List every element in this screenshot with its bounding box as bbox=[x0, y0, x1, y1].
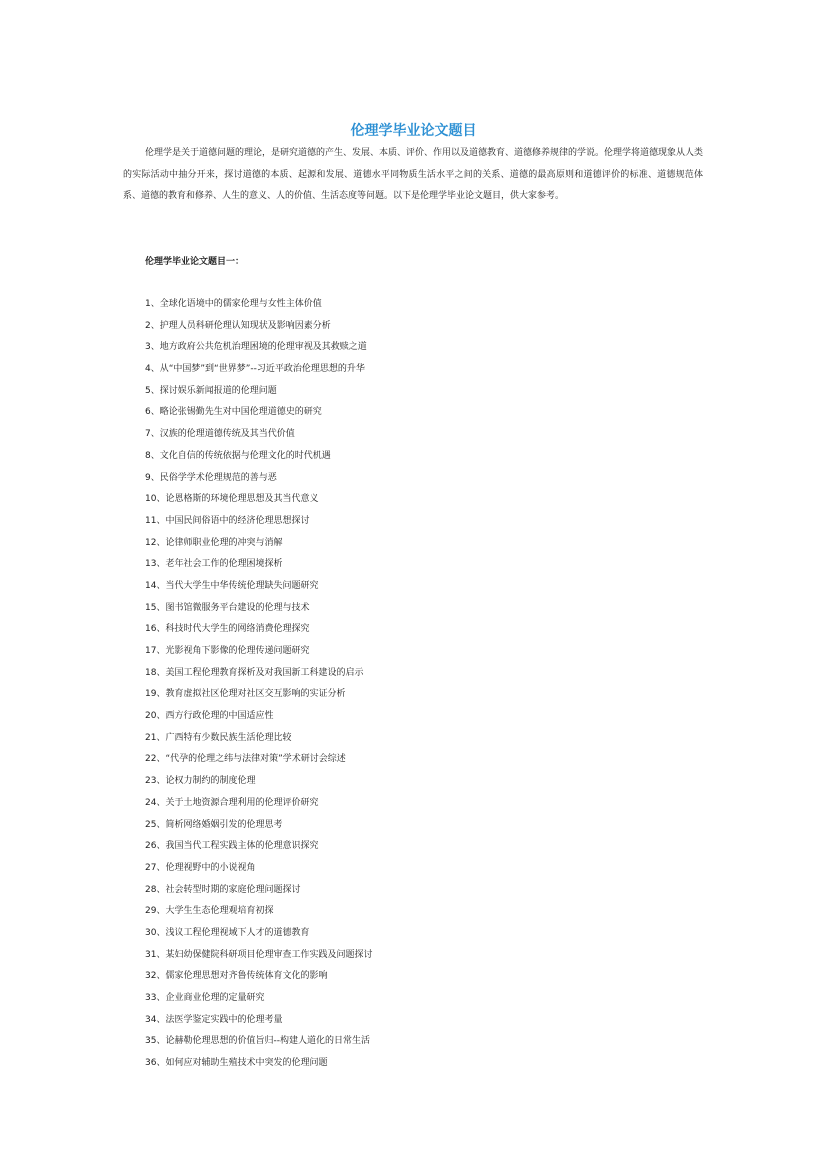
list-item: 21、广西特有少数民族生活伦理比较 bbox=[145, 732, 292, 743]
list-item: 32、儒家伦理思想对齐鲁传统体育文化的影响 bbox=[145, 971, 328, 982]
list-item: 3、地方政府公共危机治理困境的伦理审视及其救赎之道 bbox=[145, 342, 367, 353]
list-item: 13、老年社会工作的伦理困境探析 bbox=[145, 559, 283, 570]
list-item: 34、法医学鉴定实践中的伦理考量 bbox=[145, 1014, 283, 1025]
list-item: 26、我国当代工程实践主体的伦理意识探究 bbox=[145, 841, 319, 852]
list-item: 25、简析网络婚姻引发的伦理思考 bbox=[145, 819, 283, 830]
list-item: 30、浅议工程伦理视域下人才的道德教育 bbox=[145, 927, 310, 938]
list-item: 18、美国工程伦理教育探析及对我国新工科建设的启示 bbox=[145, 667, 364, 678]
list-item: 27、伦理视野中的小说视角 bbox=[145, 862, 256, 873]
list-item: 6、略论张锡勤先生对中国伦理道德史的研究 bbox=[145, 407, 322, 418]
list-item: 36、如何应对辅助生殖技术中突发的伦理问题 bbox=[145, 1058, 328, 1069]
topic-list bbox=[145, 295, 372, 1076]
list-item: 14、当代大学生中华传统伦理缺失问题研究 bbox=[145, 580, 319, 591]
list-item: 10、论恩格斯的环境伦理思想及其当代意义 bbox=[145, 494, 319, 505]
list-item: 23、论权力制约的制度伦理 bbox=[145, 776, 256, 787]
list-item: 33、企业商业伦理的定量研究 bbox=[145, 993, 265, 1003]
list-item: 2、护理人员科研伦理认知现状及影响因素分析 bbox=[145, 320, 331, 331]
list-item: 4、从“中国梦”到“世界梦”--习近平政治伦理思想的升华 bbox=[145, 364, 365, 375]
list-item: 19、教育虚拟社区伦理对社区交互影响的实证分析 bbox=[145, 689, 346, 700]
list-item: 8、文化自信的传统依据与伦理文化的时代机遇 bbox=[145, 450, 331, 461]
page-title: 伦理学毕业论文题目 bbox=[350, 123, 477, 139]
list-item: 29、大学生生态伦理观培育初探 bbox=[145, 906, 274, 917]
intro-paragraph: 伦理学是关于道德问题的理论，是研究道德的产生、发展、本质、评价、作用以及道德教育、道德修养规律的学说。伦理学将道德现象从人类的实际活动中抽分开来，探讨道德的本质、起源和发展、道德水平同物质生活水平之间的关系、道德的最高原则和道德评价的标准、道德规范体系、道德的教育和修养、人生的意义、人的价值、生活态度等问题。以下是伦理学毕业论文题目，供大家参考。 bbox=[123, 148, 704, 202]
list-item: 16、科技时代大学生的网络消费伦理探究 bbox=[145, 624, 310, 635]
list-item: 7、汉族的伦理道德传统及其当代价值 bbox=[145, 429, 295, 440]
list-item: 35、论赫勒伦理思想的价值旨归--构建人道化的日常生活 bbox=[145, 1036, 370, 1047]
section-heading: 伦理学毕业论文题目一： bbox=[145, 257, 245, 267]
list-item: 17、光影视角下影像的伦理传递问题研究 bbox=[145, 646, 310, 656]
list-item: 22、“代孕的伦理之纬与法律对策”学术研讨会综述 bbox=[145, 754, 346, 765]
list-item: 1、全球化语境中的儒家伦理与女性主体价值 bbox=[145, 299, 322, 309]
list-item: 31、某妇幼保健院科研项目伦理审查工作实践及问题探讨 bbox=[145, 949, 373, 960]
list-item: 20、西方行政伦理的中国适应性 bbox=[145, 711, 274, 722]
list-item: 5、探讨娱乐新闻报道的伦理问题 bbox=[145, 385, 277, 396]
list-item: 28、社会转型时期的家庭伦理问题探讨 bbox=[145, 884, 301, 895]
list-item: 12、论律师职业伦理的冲突与消解 bbox=[145, 537, 283, 548]
list-item: 11、中国民间俗语中的经济伦理思想探讨 bbox=[145, 515, 310, 526]
list-item: 15、图书馆微服务平台建设的伦理与技术 bbox=[145, 602, 310, 613]
list-item: 9、民俗学学术伦理规范的善与恶 bbox=[145, 472, 277, 483]
list-item: 24、关于土地资源合理利用的伦理评价研究 bbox=[145, 797, 319, 808]
